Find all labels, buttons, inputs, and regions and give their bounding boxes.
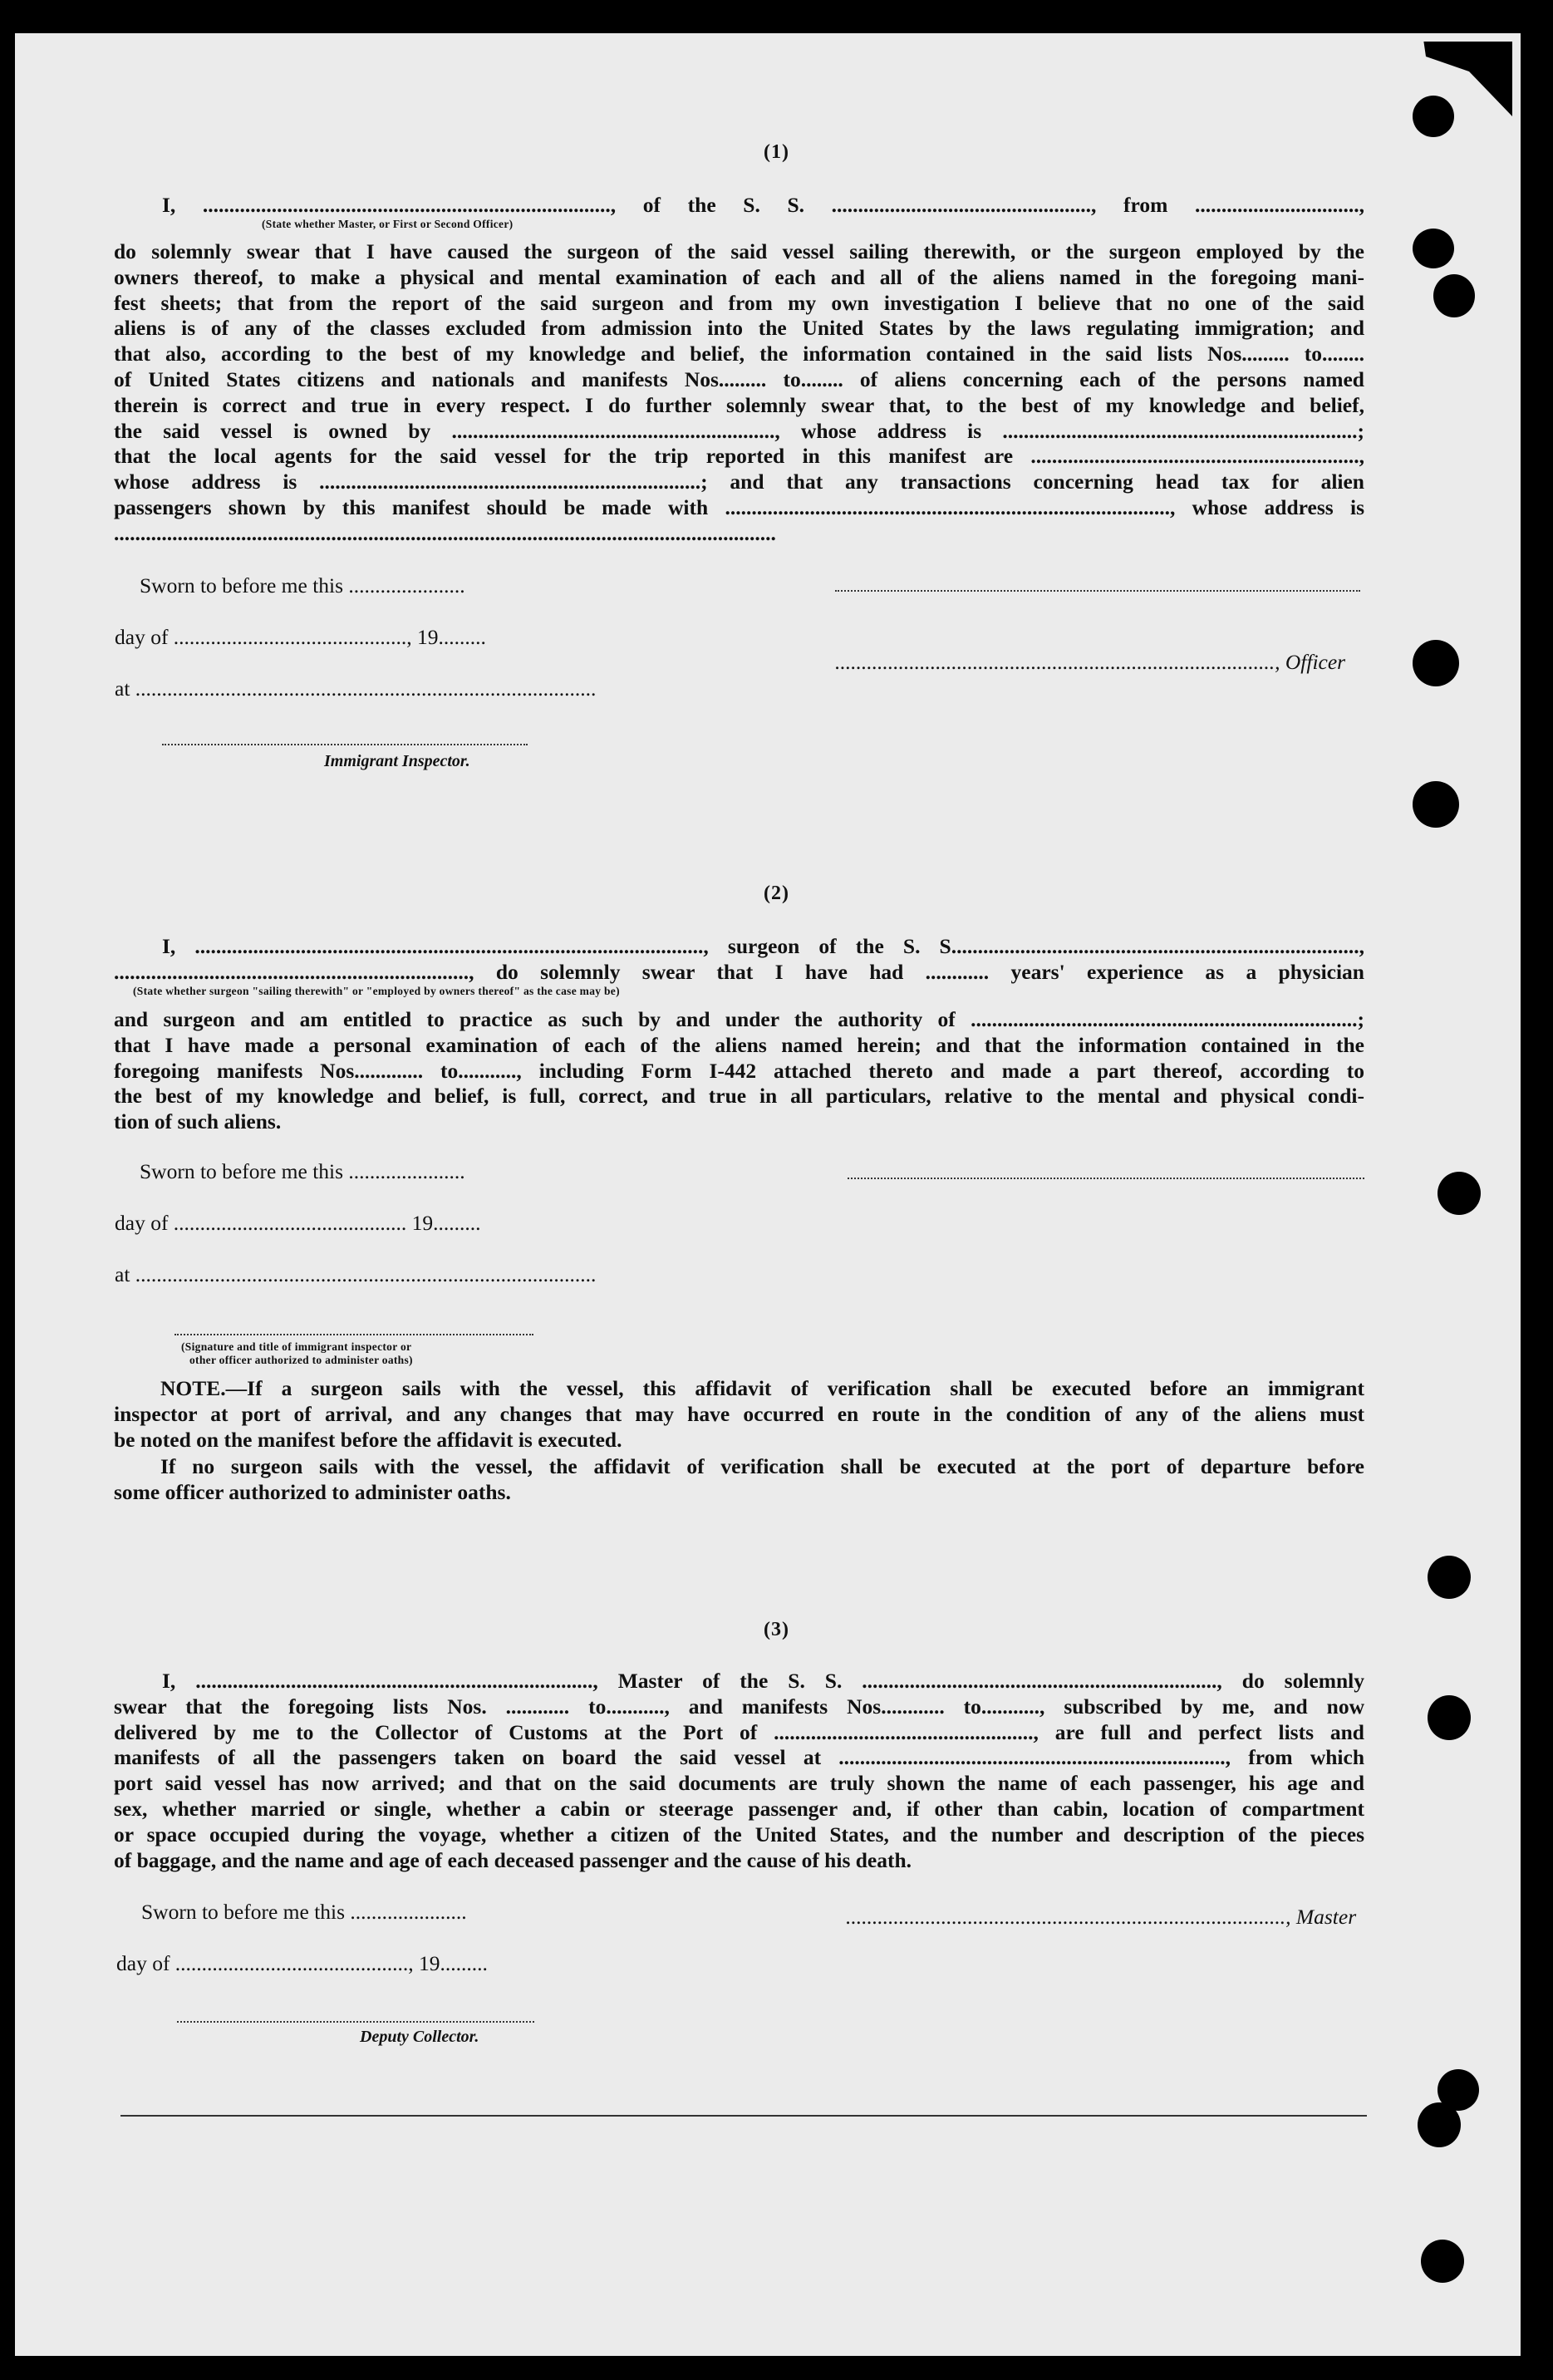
text-line: or space occupied during the voyage, whether a citizen of the United States, and the number and description of the pieces <box>114 1822 1364 1846</box>
officer-signature: ..................................................................................., Officer <box>835 650 1346 674</box>
punch-hole <box>1413 96 1454 137</box>
punch-hole <box>1428 1695 1471 1740</box>
punch-hole <box>1413 229 1454 268</box>
text-line: ............................................................................................................................. <box>114 520 776 545</box>
text-line: do solemnly swear that I have caused the surgeon of the said vessel sailing therewith, or the surgeon employed by the <box>114 239 1364 263</box>
section-1-first-line <box>162 193 1364 219</box>
collector-caption: Deputy Collector. <box>360 2028 479 2046</box>
inspector-caption: Immigrant Inspector. <box>324 752 470 770</box>
section-2-body <box>114 1007 1364 1135</box>
day-label: day of ............................................, 19......... <box>116 1951 488 1975</box>
sworn-label: Sworn to before me this ...................... <box>141 1900 467 1924</box>
text-line: sex, whether married or single, whether a cabin or steerage passenger and, if other than cabin, location of compartment <box>114 1796 1364 1821</box>
text-line: aliens is of any of the classes excluded from admission into the United States by the laws regulating immigration; and <box>114 316 1364 341</box>
inspector-signature-line <box>162 744 528 745</box>
sworn-label: Sworn to before me this ...................... <box>140 1159 465 1183</box>
section-3-number: (3) <box>764 1619 789 1640</box>
section-2-number: (2) <box>764 883 789 904</box>
sworn-label: Sworn to before me this ...................... <box>140 573 465 597</box>
day-label: day of ............................................, 19......... <box>115 625 486 649</box>
text-line: foregoing manifests Nos............. to..........., including Form I-442 attached thereto and made a part thereof, according to <box>114 1058 1364 1083</box>
text-line: swear that the foregoing lists Nos. ............ to..........., and manifests Nos............ to..........., subscribed by me, and now <box>114 1694 1364 1719</box>
section-1-number: (1) <box>764 141 789 163</box>
punch-hole <box>1413 640 1459 686</box>
text-line: that the local agents for the said vessel for the trip reported in this manifest are .............................................................., <box>114 444 1364 469</box>
master-signature: ..................................................................................., Master <box>846 1905 1357 1929</box>
punch-hole <box>1428 1556 1471 1599</box>
text-line: manifests of all the passengers taken on board the said vessel at ........................................................................., from which <box>114 1745 1364 1770</box>
text-line: of baggage, and the name and age of each deceased passenger and the cause of his death. <box>114 1847 912 1872</box>
punch-hole <box>1438 1172 1481 1215</box>
text-line: the said vessel is owned by ............................................................., whose address is ...................................................................; <box>114 418 1364 443</box>
punch-hole <box>1421 2240 1464 2283</box>
signature-caption-2: other officer authorized to administer oaths) <box>189 1354 413 1366</box>
text-line: and surgeon and am entitled to practice as such by and under the authority of .........................................................................; <box>114 1007 1364 1031</box>
section-1-hint: (State whether Master, or First or Second Officer) <box>262 218 514 230</box>
punch-hole <box>1433 274 1475 317</box>
section-1-body <box>114 239 1364 547</box>
collector-signature-line <box>177 2021 534 2023</box>
text-line: NOTE.—If a surgeon sails with the vessel, this affidavit of verification shall be executed before an immigrant <box>160 1376 1364 1400</box>
note-paragraph <box>114 1376 1364 1453</box>
text-line: I, ..........................................................................., Master of the S. S. ..................................................................., do solemnly <box>162 1669 1364 1693</box>
text-line: some officer authorized to administer oaths. <box>114 1479 511 1504</box>
section-2-first-line <box>162 934 1364 960</box>
at-label: at ....................................................................................... <box>115 1262 597 1286</box>
text-line: owners thereof, to make a physical and mental examination of each and all of the aliens named in the foregoing mani- <box>114 264 1364 289</box>
at-label: at ....................................................................................... <box>115 676 597 701</box>
text-line: If no surgeon sails with the vessel, the affidavit of verification shall be executed at the port of departure before <box>160 1454 1364 1478</box>
text-line: ..................................................................., do solemnly swear that I have had ............ years' experience as a physician <box>114 960 1364 984</box>
text-line: the best of my knowledge and belief, is full, correct, and true in all particulars, relative to the mental and physical condi- <box>114 1084 1364 1109</box>
text-line: I, ................................................................................................, surgeon of the S. S............................................................................., <box>162 934 1364 958</box>
text-line: fest sheets; that from the report of the said surgeon and from my own investigation I believe that no one of the said <box>114 290 1364 315</box>
text-line: be noted on the manifest before the affidavit is executed. <box>114 1427 622 1452</box>
text-line: that I have made a personal examination of each of the aliens named herein; and that the information contained in the <box>114 1032 1364 1057</box>
officer-signature-line-1 <box>835 590 1360 592</box>
note-paragraph-2 <box>114 1454 1364 1506</box>
text-line: tion of such aliens. <box>114 1109 282 1134</box>
text-line: passengers shown by this manifest should be made with ...................................................................................., whose address is <box>114 494 1364 519</box>
section-2-second-line <box>114 960 1364 986</box>
text-line: delivered by me to the Collector of Customs at the Port of ................................................., are full and perfect lists and <box>114 1719 1364 1744</box>
text-line: whose address is ........................................................................; and that any transactions concerning head tax for alien <box>114 470 1364 494</box>
text-line: therein is correct and true in every respect. I do further solemnly swear that, to the best of my knowledge and belief, <box>114 392 1364 417</box>
section-3-body <box>114 1669 1364 1873</box>
bottom-rule <box>120 2115 1367 2117</box>
text-line: inspector at port of arrival, and any changes that may have occurred en route in the condition of any of the aliens must <box>114 1401 1364 1426</box>
day-label: day of ............................................ 19......... <box>115 1211 481 1235</box>
punch-hole <box>1418 2102 1461 2147</box>
section-2-hint: (State whether surgeon "sailing therewith" or "employed by owners thereof" as the case may be) <box>133 985 620 997</box>
text-line: I, ............................................................................., of the S. S. ................................................., from ..............................., <box>162 193 1364 217</box>
punch-hole <box>1413 781 1459 828</box>
text-line: port said vessel has now arrived; and that on the said documents are truly shown the name of each passenger, his age and <box>114 1771 1364 1796</box>
text-line: that also, according to the best of my knowledge and belief, the information contained in the said lists Nos......... to........ <box>114 342 1364 366</box>
signature-line-right <box>848 1178 1364 1179</box>
signature-caption-1: (Signature and title of immigrant inspector or <box>181 1340 412 1353</box>
text-line: of United States citizens and nationals and manifests Nos......... to........ of aliens concerning each of the persons named <box>114 366 1364 391</box>
inspector-signature-line <box>174 1334 533 1335</box>
